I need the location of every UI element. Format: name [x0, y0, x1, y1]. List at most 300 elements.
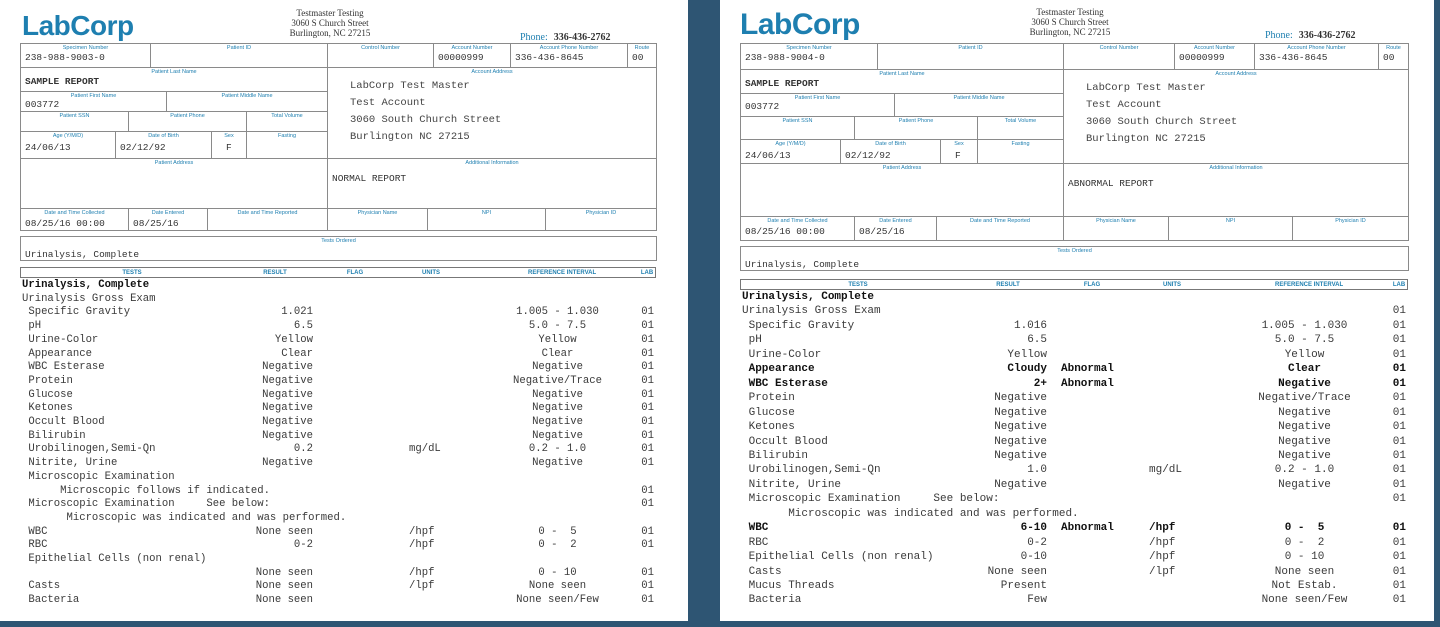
test-name: Epithelial Cells (non renal)	[22, 553, 207, 565]
sex-cell	[940, 139, 978, 164]
result-row	[740, 450, 1408, 464]
result-row	[20, 526, 656, 540]
account-address-cell-label: Account Address	[471, 69, 513, 75]
age-cell-value: 24/06/13	[745, 150, 791, 161]
account-address-line: LabCorp Test Master	[1086, 82, 1206, 94]
age-cell-label: Age (Y/M/D)	[52, 133, 84, 139]
patient-phone-cell-label: Patient Phone	[898, 118, 934, 124]
lab-code: 01	[1392, 449, 1406, 462]
lab-code: 01	[641, 388, 654, 401]
result-value: Present	[1000, 580, 1047, 592]
age-cell	[740, 139, 841, 164]
result-row	[20, 361, 656, 375]
result-value: Negative	[262, 457, 313, 470]
labcorp-logo: LabCorp	[740, 8, 860, 41]
lab-code: 01	[641, 416, 654, 428]
result-value: Clear	[281, 347, 313, 360]
frame-bottom	[0, 621, 1440, 627]
specimen-number-cell	[20, 43, 151, 68]
col-header-result: RESULT	[996, 282, 1020, 288]
patient-phone-cell	[128, 111, 247, 132]
total-volume-cell	[977, 116, 1064, 140]
sex-cell-label: Sex	[224, 133, 234, 139]
result-value: Negative	[994, 421, 1047, 434]
lab-code: 01	[641, 498, 654, 511]
account-number-cell-value: 00000999	[438, 52, 484, 63]
account-phone-cell	[1254, 43, 1379, 70]
entered-cell	[854, 216, 937, 241]
col-header-lab: LAB	[640, 270, 654, 276]
reference-value: Negative	[1278, 435, 1331, 448]
fasting-cell-label: Fasting	[1011, 141, 1030, 147]
lab-code: 01	[641, 333, 654, 346]
result-value: 1.016	[1013, 319, 1047, 332]
total-volume-cell	[246, 111, 328, 132]
test-name: Microscopic Examination See below:	[742, 493, 1000, 506]
patient-address-cell	[20, 158, 328, 209]
patient-middle-name-cell-label: Patient Middle Name	[953, 95, 1005, 101]
entered-cell-label: Date Entered	[879, 218, 912, 224]
phone-number: 336-436-2762	[1298, 30, 1356, 41]
result-row	[740, 334, 1408, 348]
reference-value: Negative	[1278, 478, 1331, 491]
account-phone-cell-value: 336-436-8645	[1259, 52, 1328, 63]
lab-phone	[520, 32, 610, 43]
test-name: Urine-Color	[742, 348, 822, 361]
result-row	[20, 375, 656, 389]
control-number-cell	[1063, 43, 1175, 70]
test-name: Appearance	[22, 347, 92, 360]
results-header	[740, 279, 1408, 290]
patient-first-name-cell-label: Patient First Name	[70, 93, 117, 99]
reference-value: Negative/Trace	[1258, 392, 1351, 405]
lab-code: 01	[1392, 319, 1406, 332]
lab-code: 01	[641, 402, 654, 415]
reference-value: Clear	[1287, 363, 1321, 376]
result-row	[20, 334, 656, 348]
npi-cell-label: NPI	[481, 210, 492, 216]
reference-value: Negative	[532, 457, 583, 470]
reference-value: 0 - 10	[1284, 551, 1325, 564]
physician-id-cell	[545, 208, 657, 231]
test-name: Urinalysis Gross Exam	[22, 292, 156, 305]
patient-last-name-cell-label: Patient Last Name	[151, 69, 197, 75]
tests-ordered-cell-label: Tests Ordered	[321, 238, 356, 244]
lab-code: 01	[1392, 522, 1406, 535]
result-value: Negative	[994, 392, 1047, 405]
result-row	[740, 566, 1408, 580]
test-name: Ketones	[742, 421, 795, 434]
tests-ordered-cell	[20, 236, 657, 261]
entered-cell-value: 08/25/16	[133, 218, 179, 229]
units-value: mg/dL	[409, 443, 441, 456]
test-name: RBC	[22, 539, 48, 552]
test-name: Nitrite, Urine	[742, 478, 842, 491]
control-number-cell-label: Control Number	[1099, 45, 1139, 51]
reference-value: Not Estab.	[1271, 580, 1338, 592]
test-name: WBC Esterase	[742, 377, 828, 390]
lab-code: 01	[1392, 536, 1406, 549]
result-value: 0-2	[293, 539, 313, 552]
lab-code: 01	[1392, 377, 1406, 390]
total-volume-cell-label: Total Volume	[1004, 118, 1037, 124]
patient-first-name-cell	[20, 91, 167, 112]
test-name: Urinalysis, Complete	[742, 291, 875, 303]
account-address-cell	[327, 67, 657, 159]
result-row	[20, 594, 656, 608]
result-row	[20, 402, 656, 416]
lab-code: 01	[1392, 594, 1406, 607]
collected-cell-value: 08/25/16 00:00	[745, 226, 825, 237]
result-row	[740, 580, 1408, 594]
physician-name-cell-label: Physician Name	[1096, 218, 1136, 224]
reference-value: 0 - 5	[538, 525, 577, 538]
lab-code: 01	[1392, 334, 1406, 347]
units-value: /lpf	[409, 580, 435, 593]
patient-first-name-cell-value: 003772	[25, 99, 60, 110]
result-row	[740, 436, 1408, 450]
frame-edge	[1434, 0, 1440, 627]
route-cell	[627, 43, 657, 68]
lab-code: 01	[1392, 392, 1406, 405]
test-name: Urobilinogen,Semi-Qn	[742, 464, 881, 477]
total-volume-cell-label: Total Volume	[271, 113, 303, 119]
result-value: 6.5	[1027, 334, 1047, 347]
reference-value: Negative	[532, 402, 583, 415]
result-row	[740, 349, 1408, 363]
result-value: 6-10	[1020, 522, 1047, 535]
patient-middle-name-cell	[894, 93, 1064, 117]
tests-ordered-cell-label: Tests Ordered	[1057, 248, 1092, 254]
reference-value: Negative	[532, 416, 583, 428]
flag-value: Abnormal	[1061, 377, 1114, 390]
specimen-number-cell-value: 238-988-9004-0	[745, 52, 825, 63]
entered-cell	[128, 208, 208, 231]
result-row	[740, 537, 1408, 551]
result-row	[20, 279, 656, 293]
reported-cell-label: Date and Time Reported	[237, 210, 298, 216]
result-row	[20, 471, 656, 485]
account-address-line: Test Account	[1086, 99, 1162, 111]
lab-code: 01	[1392, 421, 1406, 434]
test-name: Bilirubin	[22, 429, 86, 442]
test-name: Microscopic Examination See below:	[22, 498, 270, 511]
patient-last-name-cell-value: SAMPLE REPORT	[25, 76, 100, 87]
result-value: None seen	[255, 566, 313, 579]
fasting-cell	[246, 131, 328, 159]
lab-code: 01	[1392, 478, 1406, 491]
lab-code: 01	[641, 443, 654, 456]
specimen-number-cell	[740, 43, 878, 70]
lab-header	[265, 8, 395, 38]
reference-value: 1.005 - 1.030	[516, 306, 599, 319]
age-cell-label: Age (Y/M/D)	[775, 141, 806, 147]
collected-cell	[740, 216, 855, 241]
account-number-cell-label: Account Number	[451, 45, 493, 51]
result-value: Negative	[262, 402, 313, 415]
npi-cell	[1168, 216, 1293, 241]
phone-number: 336-436-2762	[553, 32, 611, 43]
collected-cell	[20, 208, 129, 231]
control-number-cell	[327, 43, 434, 68]
col-header-units: UNITS	[422, 270, 440, 276]
reference-value: 5.0 - 7.5	[528, 320, 587, 333]
test-name: Urinalysis, Complete	[22, 279, 150, 291]
physician-name-cell	[327, 208, 428, 231]
result-value: 0-10	[1020, 551, 1047, 564]
test-name: Occult Blood	[22, 416, 105, 428]
patient-middle-name-cell-label: Patient Middle Name	[221, 93, 273, 99]
flag-value: Abnormal	[1061, 363, 1114, 376]
patient-id-cell	[150, 43, 328, 68]
result-row	[740, 551, 1408, 565]
units-value: /hpf	[409, 566, 435, 579]
result-row	[20, 430, 656, 444]
account-phone-cell-label: Account Phone Number	[1287, 45, 1346, 51]
units-value: /hpf	[1149, 536, 1176, 549]
account-phone-cell	[510, 43, 628, 68]
patient-first-name-cell-label: Patient First Name	[794, 95, 841, 101]
result-row	[20, 416, 656, 430]
route-cell-value: 00	[632, 52, 644, 63]
test-name: Urine-Color	[22, 333, 99, 346]
tests-ordered-cell	[740, 246, 1409, 271]
account-number-cell	[1174, 43, 1255, 70]
result-value: 1.021	[281, 306, 313, 319]
account-number-cell	[433, 43, 511, 68]
test-name: pH	[22, 320, 42, 333]
lab-name: Testmaster Testing	[296, 8, 364, 18]
result-value: 0.2	[293, 443, 313, 456]
collected-cell-label: Date and Time Collected	[767, 218, 828, 224]
normal-report-page	[0, 0, 688, 621]
units-value: /hpf	[409, 539, 435, 552]
entered-cell-value: 08/25/16	[859, 226, 905, 237]
lab-code: 01	[641, 594, 654, 607]
route-cell-value: 00	[1383, 52, 1395, 63]
lab-city: Burlington, NC 27215	[1029, 27, 1111, 37]
sex-cell-value: F	[226, 142, 232, 153]
result-row	[20, 512, 656, 526]
col-header-reference: REFERENCE INTERVAL	[1275, 282, 1344, 288]
physician-id-cell	[1292, 216, 1409, 241]
patient-ssn-cell-label: Patient SSN	[59, 113, 90, 119]
lab-code: 01	[1392, 493, 1406, 506]
patient-address-cell-label: Patient Address	[154, 160, 194, 166]
result-row	[20, 320, 656, 334]
account-number-cell-value: 00000999	[1179, 52, 1225, 63]
lab-code: 01	[1392, 551, 1406, 564]
lab-phone	[1265, 30, 1355, 41]
patient-last-name-cell-label: Patient Last Name	[879, 71, 925, 77]
result-value: Negative	[994, 406, 1047, 419]
test-name: RBC	[742, 536, 769, 549]
dob-cell-value: 02/12/92	[845, 150, 891, 161]
lab-code: 01	[641, 484, 654, 497]
lab-code: 01	[641, 539, 654, 552]
test-name: Glucose	[22, 388, 73, 401]
reference-value: 0.2 - 1.0	[1274, 464, 1335, 477]
test-name: Bacteria	[22, 594, 80, 607]
lab-name: Testmaster Testing	[1036, 7, 1104, 17]
result-value: Negative	[262, 416, 313, 428]
account-address-line: 3060 South Church Street	[1086, 116, 1238, 128]
lab-code: 01	[1392, 464, 1406, 477]
test-name: Urobilinogen,Semi-Qn	[22, 443, 156, 456]
result-value: None seen	[255, 525, 313, 538]
account-phone-cell-label: Account Phone Number	[539, 45, 599, 51]
result-value: Negative	[994, 435, 1047, 448]
result-value: Negative	[262, 374, 313, 387]
result-row	[20, 389, 656, 403]
col-header-flag: FLAG	[1083, 282, 1101, 288]
additional-info-cell-label: Additional Information	[465, 160, 519, 166]
lab-code: 01	[1392, 406, 1406, 419]
entered-cell-label: Date Entered	[151, 210, 185, 216]
reference-value: Negative	[532, 388, 583, 401]
units-value: /lpf	[1149, 565, 1176, 578]
units-value: mg/dL	[1149, 464, 1183, 477]
lab-code: 01	[641, 320, 654, 333]
result-row	[20, 498, 656, 512]
col-header-tests: TESTS	[848, 282, 868, 288]
result-value: None seen	[987, 565, 1047, 578]
units-value: /hpf	[1149, 522, 1176, 535]
lab-code: 01	[641, 566, 654, 579]
test-name: Specific Gravity	[742, 319, 855, 332]
test-name: WBC Esterase	[22, 361, 105, 374]
account-address-cell	[1063, 69, 1409, 164]
dob-cell	[115, 131, 212, 159]
result-row	[20, 443, 656, 457]
report-divider	[688, 0, 720, 627]
reference-value: 0 - 10	[538, 566, 577, 579]
col-header-units: UNITS	[1163, 282, 1181, 288]
result-row	[740, 320, 1408, 334]
npi-cell-label: NPI	[1225, 218, 1236, 224]
test-name: pH	[742, 334, 762, 347]
patient-id-cell-label: Patient ID	[226, 45, 252, 51]
result-value: Few	[1027, 594, 1047, 607]
sex-cell-label: Sex	[954, 141, 964, 147]
reference-value: 0 - 5	[1284, 522, 1325, 535]
test-name: Protein	[22, 374, 73, 387]
test-name: Epithelial Cells (non renal)	[742, 551, 934, 564]
test-name: Microscopic was indicated and was performed.	[742, 507, 1079, 520]
patient-address-cell	[740, 163, 1064, 217]
test-name: WBC	[742, 522, 769, 535]
reference-value: None seen	[1274, 565, 1335, 578]
reference-value: Negative	[1278, 377, 1331, 390]
result-row	[740, 594, 1408, 608]
reference-value: None seen	[528, 580, 587, 593]
result-row	[20, 553, 656, 567]
result-value: Yellow	[1007, 348, 1047, 361]
result-row	[20, 485, 656, 499]
physician-name-cell-label: Physician Name	[357, 210, 398, 216]
specimen-number-cell-label: Specimen Number	[786, 45, 832, 51]
patient-last-name-cell-value: SAMPLE REPORT	[745, 78, 820, 89]
account-address-cell-label: Account Address	[1215, 71, 1257, 77]
result-row	[740, 508, 1408, 522]
result-row	[740, 522, 1408, 536]
results-header	[20, 267, 656, 278]
patient-middle-name-cell	[166, 91, 328, 112]
col-header-tests: TESTS	[122, 270, 142, 276]
result-row	[740, 464, 1408, 478]
lab-code: 01	[1392, 305, 1406, 318]
patient-id-cell	[877, 43, 1064, 70]
route-cell	[1378, 43, 1409, 70]
physician-id-cell-label: Physician ID	[1335, 218, 1366, 224]
test-name: Ketones	[22, 402, 73, 415]
account-number-cell-label: Account Number	[1194, 45, 1235, 51]
result-row	[20, 567, 656, 581]
reference-value: Negative	[532, 361, 583, 374]
result-value: Negative	[262, 388, 313, 401]
result-value: 1.0	[1027, 464, 1047, 477]
test-name: Microscopic follows if indicated.	[22, 484, 270, 497]
result-row	[740, 305, 1408, 319]
reference-value: Yellow	[538, 333, 577, 346]
lab-code: 01	[1392, 363, 1406, 376]
test-name: Microscopic Examination	[22, 470, 175, 483]
reference-value: 5.0 - 7.5	[1274, 334, 1335, 347]
account-address-line: Burlington NC 27215	[350, 131, 470, 143]
dob-cell-label: Date of Birth	[875, 141, 906, 147]
abnormal-report-page	[720, 0, 1434, 621]
patient-ssn-cell	[20, 111, 129, 132]
result-value: None seen	[255, 594, 313, 607]
test-name: Urinalysis Gross Exam	[742, 305, 881, 318]
col-header-result: RESULT	[263, 270, 287, 276]
route-cell-label: Route	[1386, 45, 1401, 51]
fasting-cell	[977, 139, 1064, 164]
test-name: Appearance	[742, 363, 815, 376]
test-name: Protein	[742, 392, 795, 405]
patient-phone-cell-label: Patient Phone	[170, 113, 205, 119]
reported-cell	[936, 216, 1064, 241]
lab-code: 01	[641, 457, 654, 470]
reference-value: Negative	[1278, 449, 1331, 462]
specimen-number-cell-label: Specimen Number	[62, 45, 109, 51]
reported-cell	[207, 208, 328, 231]
result-value: Yellow	[274, 333, 313, 346]
reference-value: Negative	[1278, 421, 1331, 434]
result-row	[740, 421, 1408, 435]
test-name: Bacteria	[742, 594, 802, 607]
result-value: Negative	[994, 449, 1047, 462]
patient-first-name-cell-value: 003772	[745, 101, 780, 112]
reference-value: 0.2 - 1.0	[528, 443, 587, 456]
sex-cell-value: F	[955, 150, 961, 161]
account-phone-cell-value: 336-436-8645	[515, 52, 584, 63]
lab-code: 01	[641, 361, 654, 374]
test-name: Casts	[22, 580, 61, 593]
phone-label: Phone:	[520, 32, 548, 43]
flag-value: Abnormal	[1061, 522, 1114, 535]
reference-value: Clear	[541, 347, 574, 360]
route-cell-label: Route	[634, 45, 650, 51]
col-header-reference: REFERENCE INTERVAL	[528, 270, 597, 276]
additional-info-cell-value: NORMAL REPORT	[332, 173, 407, 184]
result-row	[20, 293, 656, 307]
result-value: 6.5	[293, 320, 313, 333]
patient-id-cell-label: Patient ID	[958, 45, 983, 51]
additional-info-cell	[1063, 163, 1409, 217]
result-row	[740, 392, 1408, 406]
lab-street: 3060 S Church Street	[1031, 17, 1109, 27]
